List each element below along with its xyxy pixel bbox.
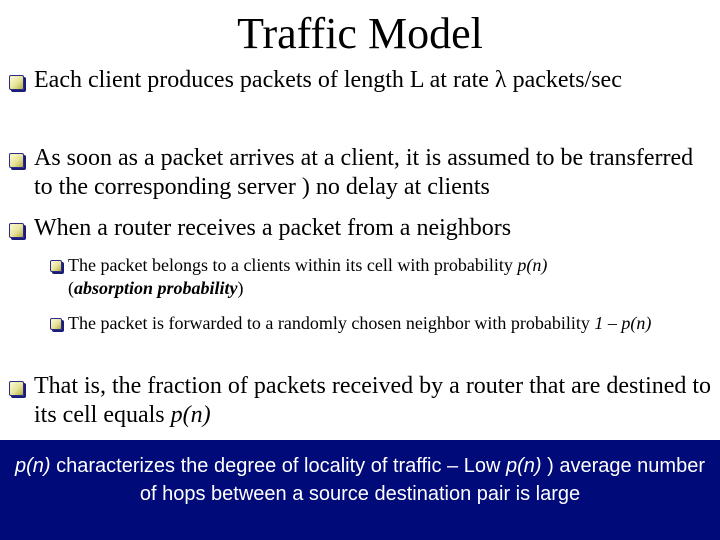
bullet-2-text — [6, 144, 712, 202]
subbullet-1 — [48, 254, 714, 300]
subbullet-1-open-paren: ( — [68, 278, 74, 298]
subbullet-2-text-a: The packet is forwarded to a randomly chosen neighbor with probability — [68, 313, 595, 333]
square-bullet-icon — [9, 153, 24, 168]
square-bullet-icon — [9, 75, 24, 90]
bullet-4-text — [6, 372, 712, 430]
subbullet-1-text-a: The packet belongs to a clients within its cell with probability — [68, 255, 518, 275]
bullet-4-math: p(n) — [170, 402, 211, 428]
square-bullet-icon — [50, 318, 62, 330]
bullet-4 — [6, 372, 712, 430]
summary-banner-text — [10, 452, 710, 508]
square-bullet-icon — [50, 260, 62, 272]
implies-symbol: ) — [301, 174, 310, 200]
square-bullet-icon — [9, 223, 24, 238]
bullet-1-text-a: Each client produces packets of length L at rate — [34, 67, 495, 93]
banner-text-1: characterizes the degree of locality of traffic – Low — [50, 455, 506, 477]
bullet-1 — [6, 66, 712, 95]
subbullet-1-close-paren: ) — [237, 278, 244, 298]
slide-title: Traffic Model — [237, 9, 483, 58]
square-bullet-icon — [9, 381, 24, 396]
absorption-probability-label: absorption probability — [74, 278, 238, 298]
bullet-2-text-b: no delay at clients — [309, 174, 490, 200]
bullet-2 — [6, 144, 712, 202]
summary-banner — [0, 440, 720, 540]
banner-math-2: p(n) — [505, 455, 542, 477]
bullet-1-text-b: packets/sec — [506, 67, 622, 93]
bullet-3 — [6, 214, 712, 243]
subbullet-2-text — [48, 312, 714, 335]
subbullet-1-text — [48, 254, 714, 300]
banner-math-1: p(n) — [14, 455, 51, 477]
subbullet-1-math: p(n) — [517, 255, 548, 275]
banner-text-2: average number of hops between a source destination pair is large — [139, 455, 705, 505]
bullet-1-text — [6, 66, 712, 95]
implies-symbol: ) — [541, 455, 560, 477]
subbullet-2-math: 1 – p(n) — [594, 313, 652, 333]
bullet-2-text-a: As soon as a packet arrives at a client, it is assumed to be transferred to the corresponding server — [34, 145, 694, 200]
bullet-4-text-a: That is, the fraction of packets received by a router that are destined to its cell equals — [34, 373, 712, 428]
lambda-symbol: λ — [494, 67, 507, 93]
subbullet-2 — [48, 312, 714, 335]
bullet-3-text: When a router receives a packet from a neighbors — [34, 215, 512, 241]
